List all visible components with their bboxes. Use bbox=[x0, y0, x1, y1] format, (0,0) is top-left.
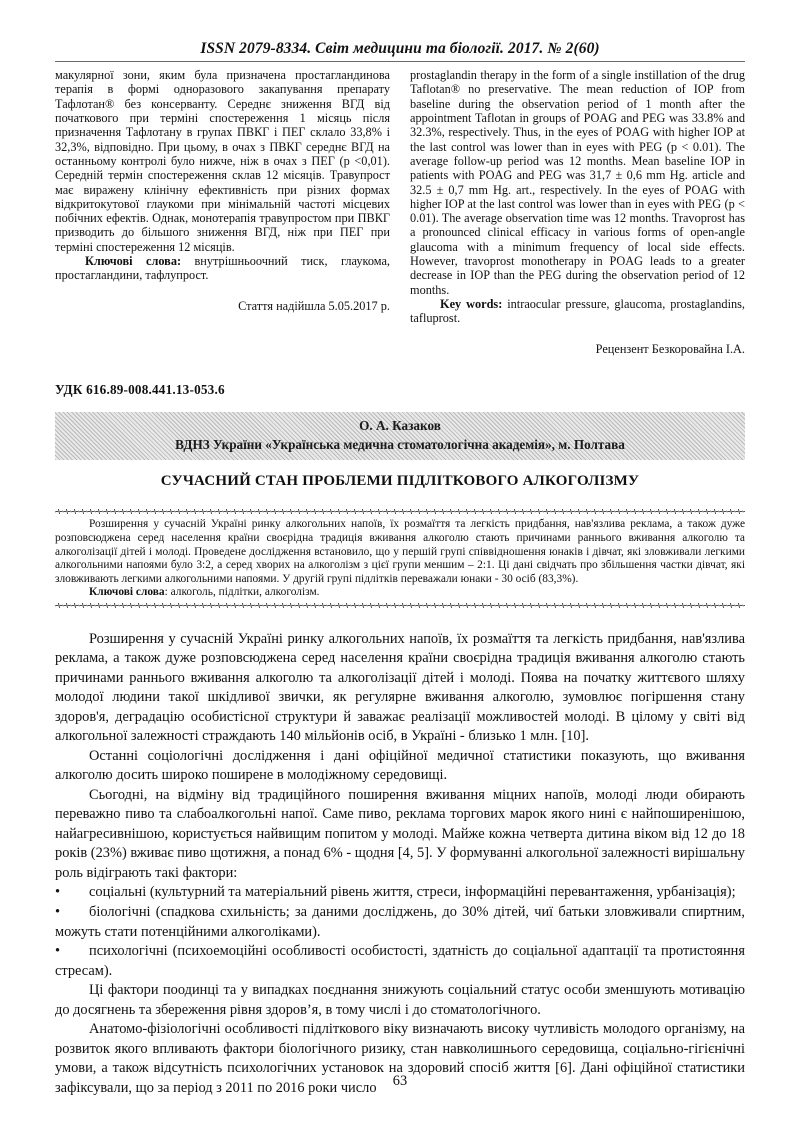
body-paragraph: Ці фактори поодинці та у випадках поєднання знижують соціальний статус особи зменшують мотивацію до досягнень та збереження рівня здоров’я, в тому числі і до стоматологічного. bbox=[55, 982, 745, 1018]
reviewer-line: Рецензент Безкоровайна І.А. bbox=[595, 341, 745, 356]
body-paragraph: Сьогодні, на відміну від традиційного поширення вживання міцних напоїв, молоді люди обирають переважно пиво та слабоалкогольні напої. Саме пиво, реклама торгових марок якого нині є найпоширенішою, найагресивнішою, користується найвищим попитом у молоді. Майже кожна четверта дитина віком від 12 до 18 років (23%) вживає пиво щотижня, а понад 6% - щодня [4, 5]. У формуванні алкогольної залежності вирішальну роль відіграють такі фактори: bbox=[55, 786, 745, 881]
article-affiliation: ВДНЗ України «Українська медична стоматологічна академія», м. Полтава bbox=[175, 436, 625, 452]
abstract-ua-keywords bbox=[55, 254, 390, 283]
abstract-ua-keywords-text: внутрішньоочний тиск, глаукома, простагландини, тафлупрост. bbox=[55, 254, 390, 283]
article-author: О. А. Казаков bbox=[359, 417, 441, 433]
bullet-icon: • bbox=[55, 884, 61, 901]
abstract-en-keywords-label: Key words: bbox=[440, 297, 503, 311]
article-title: СУЧАСНИЙ СТАН ПРОБЛЕМИ ПІДЛІТКОВОГО АЛКОГОЛІЗМУ bbox=[160, 473, 640, 490]
submitted-date: Стаття надійшла 5.05.2017 р. bbox=[238, 298, 390, 313]
page-number: 63 bbox=[392, 1073, 408, 1089]
body-bullet-text: біологічні (спадкова схильність; за даними досліджень, до 30% дітей, чиї батьки зловживали спиртним, можуть стати потенційними алкоголіками). bbox=[55, 904, 745, 940]
abstract-column-ukrainian bbox=[55, 68, 390, 356]
body-bullet-item bbox=[55, 942, 745, 981]
header-rule bbox=[55, 61, 745, 62]
abstract-en-body: prostaglandin therapy in the form of a single instillation of the drug Taflotan® no preservative. The mean reduction of IOP from baseline during the observation period of 1 month after the appointment Taflotan in groups of POAG and PEG was 33.8% and 32.3%, respectively. Thus, in the eyes of POAG with higher IOP at the last control was lower than in eyes with PEG (p < 0.01). The average follow-up period was 12 months. Mean baseline IOP in patients with POAG and PEG was 31,7 ± 0,6 mm Hg. article and 32.5 ± 0,7 mm Hg. art., respectively. In the eyes of POAG with higher IOP at the last control was lower than in eyes with PEG (p < 0.01). The average observation time was 12 months. Travoprost has a pronounced clinical efficacy in various forms of open-angle glaucoma with a minimum frequency of local side effects. However, travoprost monotherapy in POAG leads to a greater decrease in IOP than the PEG during the observation period of 12 months. bbox=[410, 68, 745, 297]
article-abstract-inner bbox=[55, 514, 745, 602]
body-paragraph: Розширення у сучасній Україні ринку алкогольних напоїв, їх розмаїття та легкість придбання, нав'язлива реклама, а також дуже розповсюджена серед населення країни своєрідна традиція вживання алкоголю стають причинами раннього вживання алкоголю та алкоголізації дітей і молоді. Поява на початку життєвого шляху молодої людини такої шкідливої звички, як регулярне вживання алкоголю, зумовлює погіршення стану здоров'я, деградацію особистісної структури й заважає реалізації можливостей молоді. В цілому у світі від алкогольної залежності страждають 140 мільйонів осіб, в Україні - близько 1 млн. [10]. bbox=[55, 630, 745, 745]
article-abstract-block bbox=[55, 502, 745, 613]
body-paragraph: Останні соціологічні дослідження і дані офіційної медичної статистики показують, що вживання алкоголю досить широко поширене в молодіжному середовищі. bbox=[55, 747, 745, 784]
running-head: ISSN 2079-8334. Світ медицини та біології. 2017. № 2(60) bbox=[200, 40, 600, 57]
body-bullet-item bbox=[55, 883, 745, 903]
abstract-en-keywords-text: intraocular pressure, glaucoma, prostaglandins, tafluprost. bbox=[410, 297, 745, 326]
bullet-icon: • bbox=[55, 904, 61, 920]
body-paragraph: Анатомо-фізіологічні особливості підліткового віку визначають високу чутливість молодого організму, на розвиток якого впливають фактори біологічного ризику, стан навколишнього середовища, соціально-гігієнічні умови, а також відсутність психологічних установок на здоровий спосіб життя [6]. Дані офіційної статистики зафіксували, що за період з 2011 по 2016 роки число bbox=[55, 1021, 745, 1096]
bullet-icon: • bbox=[55, 943, 61, 960]
abstract-column-english bbox=[410, 68, 745, 356]
abstract-en-keywords bbox=[410, 297, 745, 326]
article-keywords-text: : алкоголь, підлітки, алкоголізм. bbox=[164, 586, 320, 599]
abstract-two-column-area bbox=[55, 68, 745, 356]
body-bullet-text: психологічні (психоемоційні особливості особистості, здатність до соціальної адаптації та протистояння стресам). bbox=[55, 943, 745, 979]
wavy-rule-bottom bbox=[55, 603, 745, 608]
udc-code: УДК 616.89-008.441.13-053.6 bbox=[55, 381, 225, 397]
abstract-ua-keywords-label: Ключові слова: bbox=[85, 254, 182, 269]
article-body bbox=[55, 630, 745, 1098]
article-abstract-text: Розширення у сучасній Україні ринку алкогольних напоїв, їх розмаїття та легкість придбання, нав'язлива реклама, а також дуже розповсюджена серед населення країни своєрідна традиція вживання алкоголю стають причинами раннього вживання алкоголю та алкоголізації дітей і молоді. Проведене дослідження встановило, що у першій групі співвідношення юнаків і дівчат, які зловживали легкими алкогольними напоями було 3:2, а серед хворих на алкоголізм з цієї групи меншим – 2:1. Ці дані свідчать про збільшення частки дівчат, які зловживають легкими алкогольними напоями. У другій групі підлітків переважали юнаки - 30 осіб (83,3%). bbox=[55, 518, 745, 585]
author-affiliation-banner bbox=[55, 412, 745, 460]
body-bullet-text: соціальні (культурний та матеріальний рівень життя, стреси, інформаційні перевантаження, урбанізація); bbox=[89, 884, 736, 901]
article-keywords-label: Ключові слова bbox=[89, 586, 165, 599]
body-bullet-item bbox=[55, 903, 745, 942]
article-abstract-keywords bbox=[55, 586, 745, 600]
abstract-ua-body: макулярної зони, яким була призначена простагландинова терапія в формі одноразового закапування препарату Тафлотан® без консерванту. Середнє зниження ВГД від початкового при терміні спостереження 1 місяць після призначення Тафлотану в групах ПВКГ і ПЕГ склало 33,8% і 32,3%, відповідно. При цьому, в очах з ПВКГ середнє ВГД на останньому контролі було нижче, ніж в очах з ПЕГ (р <0,01). Середній термін спостереження склав 12 місяців. Травупрост має виражену клінічну ефективність при різних формах відкритокутової глаукоми при мінімальній частоті місцевих побічних ефектів. Однак, монотерапія травупростом при ПВКГ призводить до більшого зниження ВГД, ніж при ПЕГ при терміні спостереження 12 місяців. bbox=[55, 68, 390, 254]
